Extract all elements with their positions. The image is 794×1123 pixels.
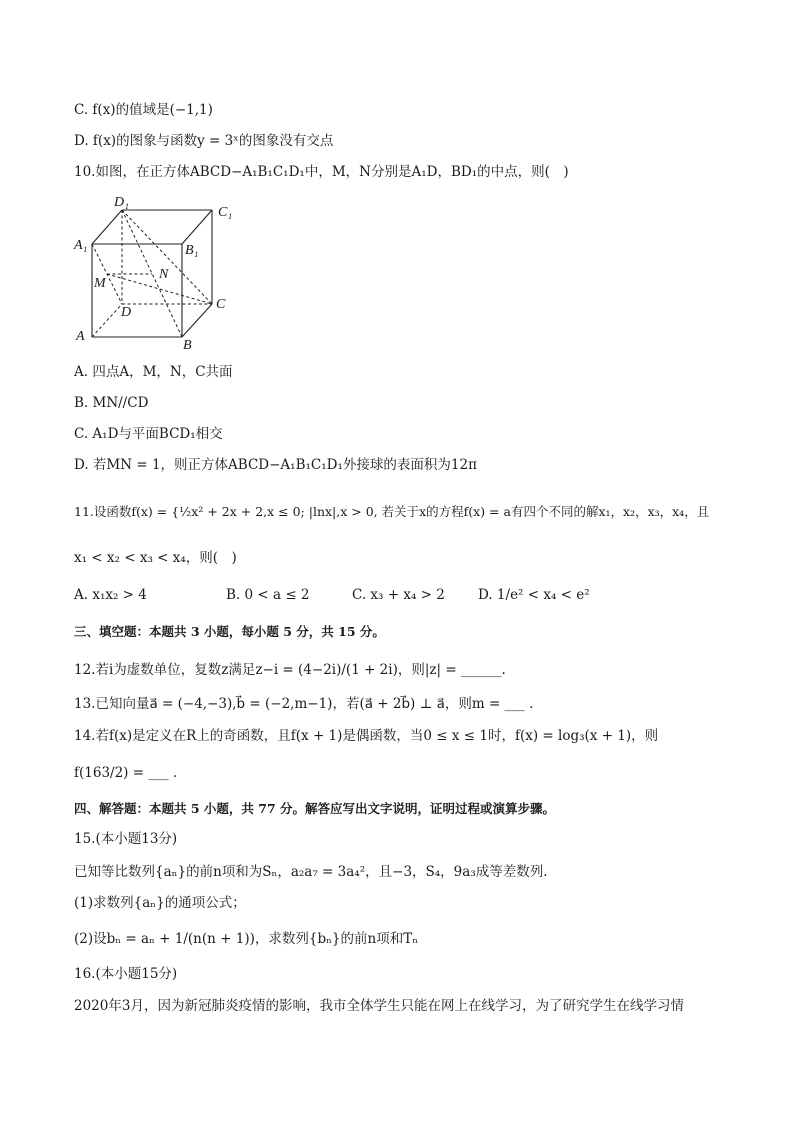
edge-a1d1 (92, 210, 122, 244)
q11-stem: 11.设函数f(x) = {½x² + 2x + 2,x ≤ 0; |lnx|,x > 0, 若关于x的方程f(x) = a有四个不同的解x₁，x₂，x₃，x₄，且 (74, 504, 710, 519)
edge-b1c1 (182, 210, 212, 244)
q11-option-a: A. x₁x₂ > 4 (74, 587, 147, 603)
section-3-heading: 三、填空题：本题共 3 小题，每小题 5 分，共 15 分。 (74, 624, 385, 639)
edge-ad (92, 304, 122, 337)
q15-header: 15.(本小题13分) (74, 831, 178, 847)
q16-header: 16.(本小题15分) (74, 966, 178, 982)
q11-option-b: B. 0 < a ≤ 2 (226, 587, 310, 603)
q10-option-a: A. 四点A，M，N，C共面 (74, 364, 233, 380)
label-n: N (159, 267, 169, 282)
label-a: A (76, 329, 85, 344)
q11-option-d: D. 1/e² < x₄ < e² (478, 587, 590, 603)
section-4-heading: 四、解答题：本题共 5 小题，共 77 分。解答应写出文字说明，证明过程或演算步骤。 (74, 801, 556, 816)
q13: 13.已知向量a⃗ = (−4,−3),b⃗ = (−2,m−1)，若(a⃗ + 2b⃗) ⊥ a⃗，则m = ___ . (74, 696, 534, 712)
q12: 12.若i为虚数单位，复数z满足z−i = (4−2i)/(1 + 2i)，则|z| = ______. (74, 662, 506, 678)
q9-option-d: D. f(x)的图象与函数y = 3ˣ的图象没有交点 (74, 133, 334, 149)
q15-part2: (2)设bₙ = aₙ + 1/(n(n + 1))，求数列{bₙ}的前n项和Tₙ (74, 931, 419, 947)
q14-line1: 14.若f(x)是定义在R上的奇函数，且f(x + 1)是偶函数，当0 ≤ x ≤ 1时，f(x) = log₃(x + 1)，则 (74, 728, 659, 744)
q10-option-b: B. MN//CD (74, 395, 149, 411)
label-c1: C₁ (218, 205, 233, 220)
q10-stem: 10.如图，在正方体ABCD−A₁B₁C₁D₁中，M，N分别是A₁D，BD₁的中点，则( ) (74, 164, 569, 180)
q9-option-c: C. f(x)的值域是(−1,1) (74, 102, 213, 118)
label-a1: A₁ (74, 238, 88, 253)
cube-figure (70, 192, 240, 352)
q14-line2: f(163/2) = ___ . (74, 765, 178, 781)
q15-stem: 已知等比数列{aₙ}的前n项和为Sₙ，a₂a₇ = 3a₄²，且−3，S₄，9a₃成等差数列. (74, 864, 548, 880)
q16-stem: 2020年3月，因为新冠肺炎疫情的影响，我市全体学生只能在网上在线学习，为了研究学生在线学习情 (74, 998, 684, 1014)
q11-option-c: C. x₃ + x₄ > 2 (352, 587, 445, 603)
q11-stem-2: x₁ < x₂ < x₃ < x₄，则( ) (74, 550, 237, 566)
label-d: D (121, 305, 132, 320)
label-b: B (183, 338, 192, 352)
label-c: C (216, 297, 226, 312)
q10-option-c: C. A₁D与平面BCD₁相交 (74, 426, 223, 442)
label-m: M (94, 276, 106, 291)
q10-option-d: D. 若MN = 1，则正方体ABCD−A₁B₁C₁D₁外接球的表面积为12π (74, 457, 477, 473)
label-d1: D₁ (114, 195, 129, 210)
q15-part1: (1)求数列{aₙ}的通项公式； (74, 895, 246, 911)
label-b1: B₁ (185, 243, 199, 258)
segment-d1c (122, 210, 212, 304)
edge-bc (182, 304, 212, 337)
